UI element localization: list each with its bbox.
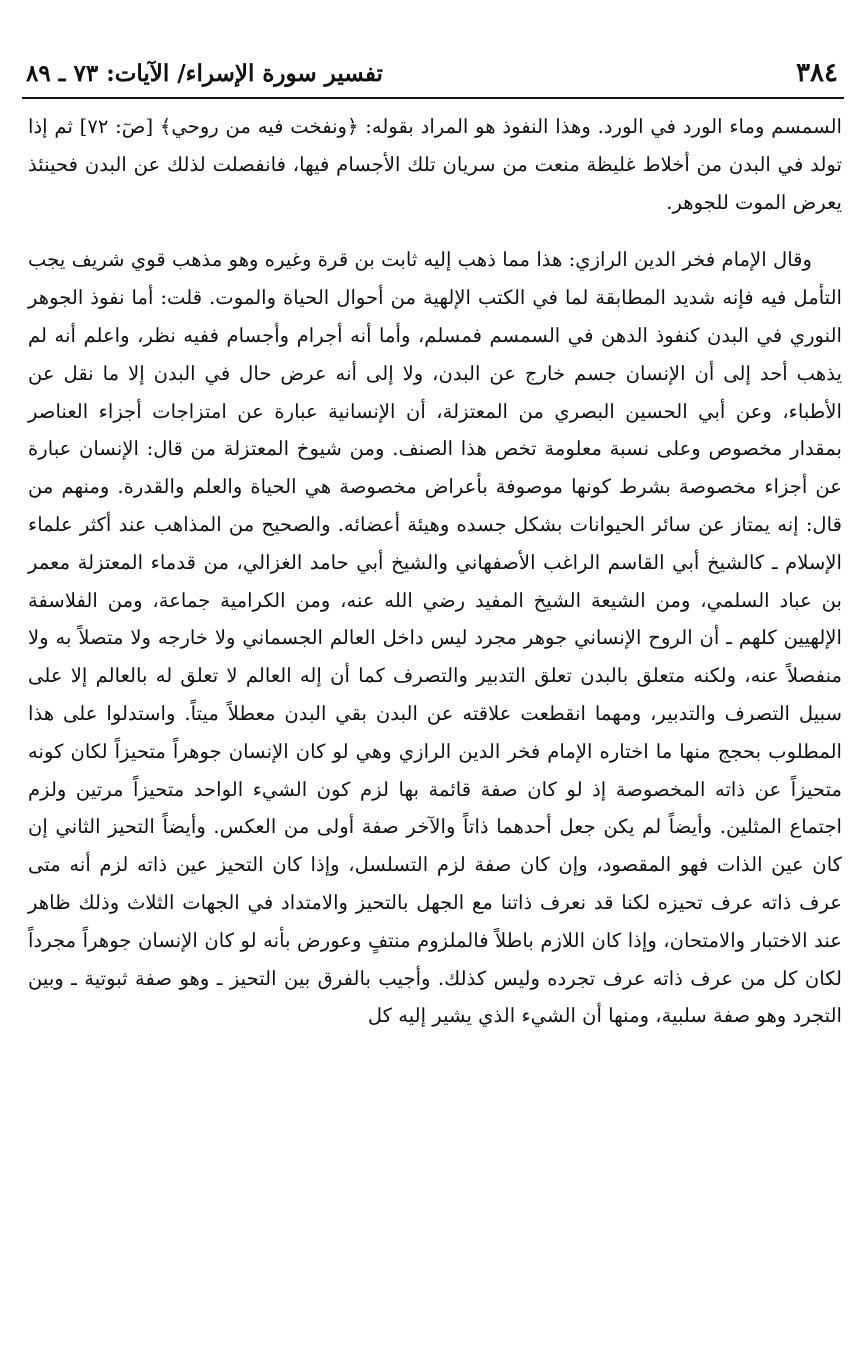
paragraph-1: السمسم وماء الورد في الورد. وهذا النفوذ هو المراد بقوله: ﴿ونفخت فيه من روحي﴾ [صٓ: ٧٢] ثم إذا تولد في البدن من أخلاط غليظة منعت من سريان تلك الأجسام فيها، فانفصلت لذلك عن البدن فحينئذ يعرض الموت للجوهر. — [28, 115, 842, 214]
body-text — [28, 108, 842, 1035]
header-divider — [22, 97, 844, 99]
page-number: ٣٨٤ — [796, 58, 838, 88]
running-title: تفسير سورة الإسراء/ الآيات: ٧٣ ـ ٨٩ — [26, 60, 383, 87]
paragraph-2: وقال الإمام فخر الدين الرازي: هذا مما ذهب إليه ثابت بن قرة وغيره وهو مذهب قوي شريف يجب التأمل فيه فإنه شديد المطابقة لما في الكتب الإلهية من أحوال الحياة والموت. قلت: أما نفوذ الجوهر النوري في البدن كنفوذ الدهن في السمسم فمسلم، وأما أنه أجرام وأجسام ففيه نظر، واعلم أنه لم يذهب أحد إلى أن الإنسان جسم خارج عن البدن، ولا إلى أنه عرض حال في البدن إلا ما نقل عن الأطباء، وعن أبي الحسين البصري من المعتزلة، أن الإنسانية عبارة عن امتزاجات أجزاء العناصر بمقدار مخصوص وعلى نسبة معلومة تخص هذا الصنف. ومن شيوخ المعتزلة من قال: الإنسان عبارة عن أجزاء مخصوصة بشرط كونها موصوفة بأعراض مخصوصة هي الحياة والعلم والقدرة. ومنهم من قال: إنه يمتاز عن سائر الحيوانات بشكل جسده وهيئة أعضائه. والصحيح من المذاهب عند أكثر علماء الإسلام ـ كالشيخ أبي القاسم الراغب الأصفهاني والشيخ أبي حامد الغزالي، من قدماء المعتزلة معمر بن عباد السلمي، ومن الشيعة الشيخ المفيد رضي الله عنه، ومن الكرامية جماعة، ومن الفلاسفة الإلهيين كلهم ـ أن الروح الإنساني جوهر مجرد ليس داخل العالم الجسماني ولا خارجه ولا متصلاً به ولا منفصلاً عنه، ولكنه متعلق بالبدن تعلق التدبير والتصرف كما أن إله العالم لا تعلق له بالعالم إلا على سبيل التصرف والتدبير، ومهما انقطعت علاقته عن البدن بقي البدن معطلاً ميتاً. واستدلوا على هذا المطلوب بحجج منها ما اختاره الإمام فخر الدين الرازي وهي لو كان الإنسان جوهراً متحيزاً لكان كونه متحيزاً عن ذاته المخصوصة إذ لو كان صفة قائمة بها لزم كون الشيء الواحد متحيزاً مرتين ولزم اجتماع المثلين. وأيضاً لم يكن جعل أحدهما ذاتاً والآخر صفة أولى من العكس. وأيضاً التحيز الثاني إن كان عين الذات فهو المقصود، وإن كان صفة لزم التسلسل، وإذا كان التحيز عين ذاته لزم أنه متى عرف ذاته عرف تحيزه لكنا قد نعرف ذاتنا مع الجهل بالتحيز والامتداد في الجهات الثلاث وذلك ظاهر عند الاختبار والامتحان، وإذا كان اللازم باطلاً فالملزوم منتفٍ وعورض بأنه لو كان الإنسان جوهراً مجرداً لكان كل من عرف ذاته عرف تجرده وليس كذلك. وأجيب بالفرق بين التحيز ـ وهو صفة ثبوتية ـ وبين التجرد وهو صفة سلبية، ومنها أن الشيء الذي يشير إليه كل — [28, 248, 842, 1028]
page-header — [22, 56, 844, 96]
